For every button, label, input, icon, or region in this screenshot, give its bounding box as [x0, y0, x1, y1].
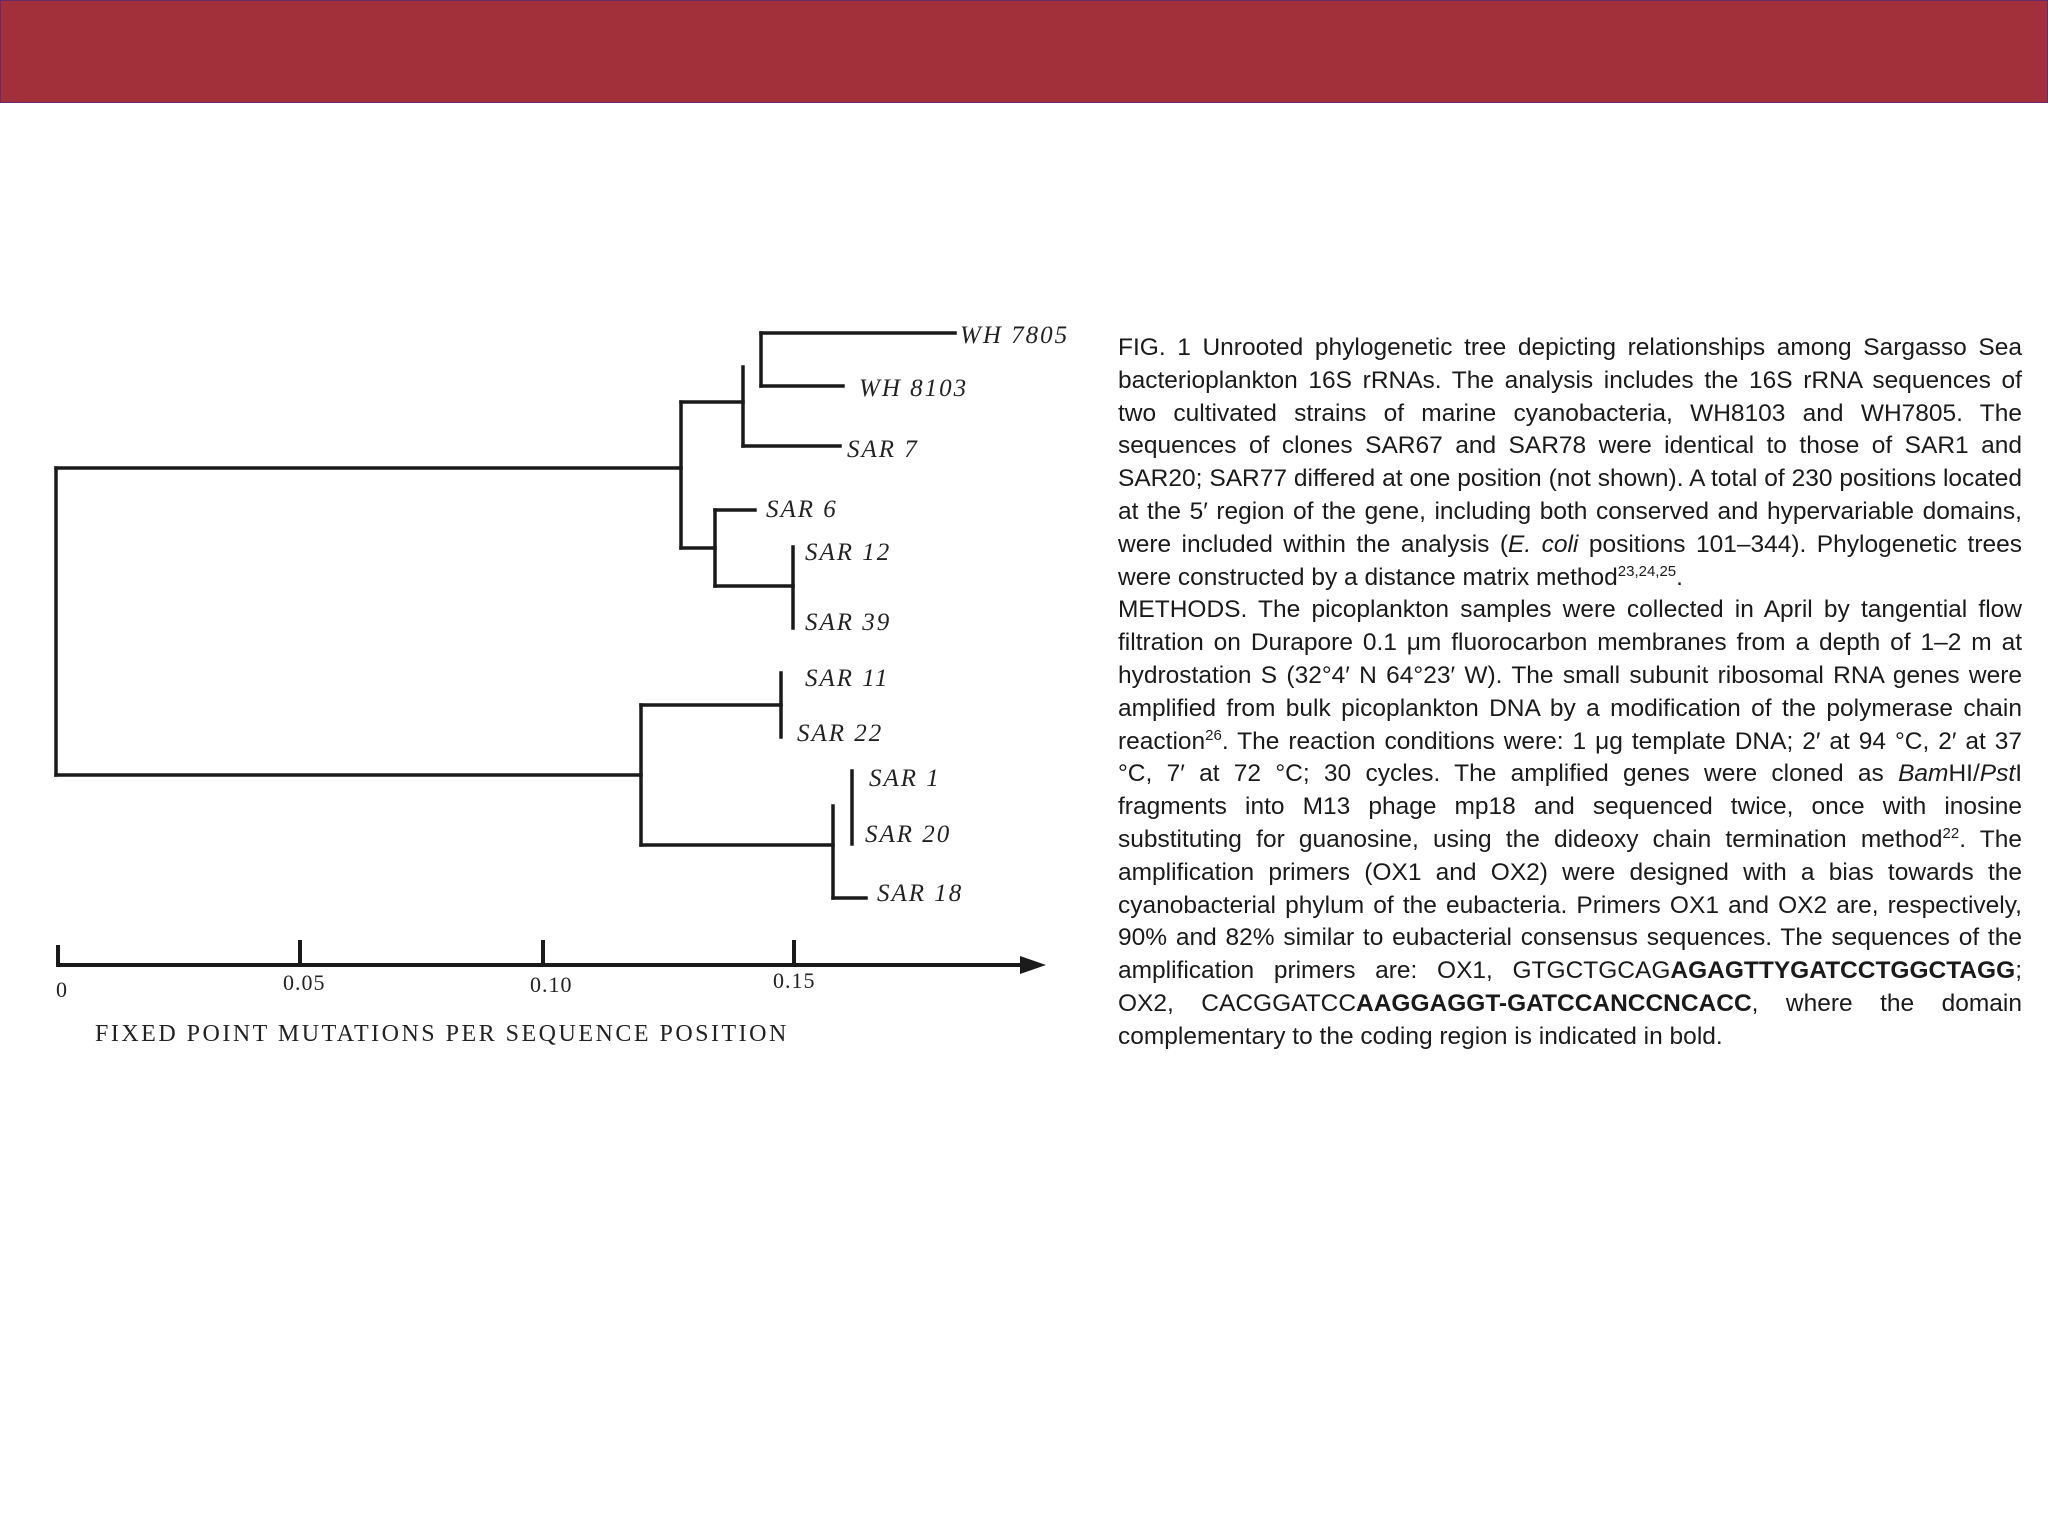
figure-caption-paragraph: FIG. 1 Unrooted phylogenetic tree depicting relationships among Sargasso Sea bacterioplankton 16S rRNAs. The analysis includes the 16S rRNA sequences of two cultivated strains of marine cyanobacteria, WH8103 and WH7805. The sequences of clones SAR67 and SAR78 were identical to those of SAR1 and SAR20; SAR77 differed at one position (not shown). A total of 230 positions located at the 5′ region of the gene, including both conserved and hypervariable domains, were included within the analysis (E. coli positions 101–344). Phylogenetic trees were constructed by a distance matrix method$^{23,24,25}$. — [1118, 334, 2023, 591]
leaf-label: SAR 7 — [847, 436, 919, 463]
leaf-label: SAR 39 — [805, 609, 892, 636]
tick-label: 0.05 — [283, 970, 326, 995]
leaf-label: SAR 20 — [865, 821, 952, 848]
leaf-label: SAR 18 — [877, 880, 964, 907]
leaf-label: SAR 11 — [805, 665, 890, 692]
leaf-label: SAR 12 — [805, 539, 892, 566]
methods-paragraph: METHODS. The picoplankton samples were collected in April by tangential flow filtration on Durapore 0.1 μm fluorocarbon membranes from a depth of 1–2 m at hydrostation S (32°4′ N 64°23′ W). The small subunit ribosomal RNA genes were amplified from bulk picoplankton DNA by a modification of the polymerase chain reaction$^{26}$. The reaction conditions were: 1 μg template DNA; 2′ at 94 °C, 2′ at 37 °C, 7′ at 72 °C; 30 cycles. The amplified genes were cloned as BamHI/PstI fragments into M13 phage mp18 and sequenced twice, once with inosine substituting for guanosine, using the dideoxy chain termination method$^{22}$. The amplification primers (OX1 and OX2) were designed with a bias towards the cyanobacterial phylum of the eubacteria. Primers OX1 and OX2 are, respectively, 90% and 82% similar to eubacterial consensus sequences. The sequences of the amplification primers are: OX1, GTGCTGCAGAGAGTTYGATCCTGGCTAGG; OX2, CACGGATCCAAGGAGGT-GATCCANCCNCACC, where the domain complementary to the coding region is indicated in bold. — [1118, 596, 2023, 1050]
title-banner — [0, 0, 2048, 103]
leaf-label: SAR 22 — [797, 720, 884, 747]
figure-caption — [1118, 332, 2022, 1054]
tick-label: 0 — [56, 977, 68, 1002]
leaf-label: SAR 6 — [766, 496, 838, 523]
primer-ox1-sequence: AGAGTTYGATCCTGGCTAGG — [1670, 957, 2016, 985]
primer-ox2-sequence: AAGGAGGT- — [1356, 989, 1508, 1017]
leaf-label: SAR 1 — [869, 765, 941, 792]
leaf-label: WH 7805 — [960, 322, 1070, 349]
tick-label: 0.15 — [773, 968, 816, 993]
tick-label: 0.10 — [530, 972, 573, 997]
leaf-label: WH 8103 — [859, 375, 969, 402]
phylogenetic-tree — [0, 300, 1110, 1080]
axis-title: FIXED POINT MUTATIONS PER SEQUENCE POSITION — [95, 1021, 789, 1047]
axis-arrowhead — [1020, 956, 1046, 974]
primer-ox2-sequence-cont: GATCCANCCNCACC — [1507, 989, 1752, 1017]
x-axis — [56, 940, 1046, 1047]
